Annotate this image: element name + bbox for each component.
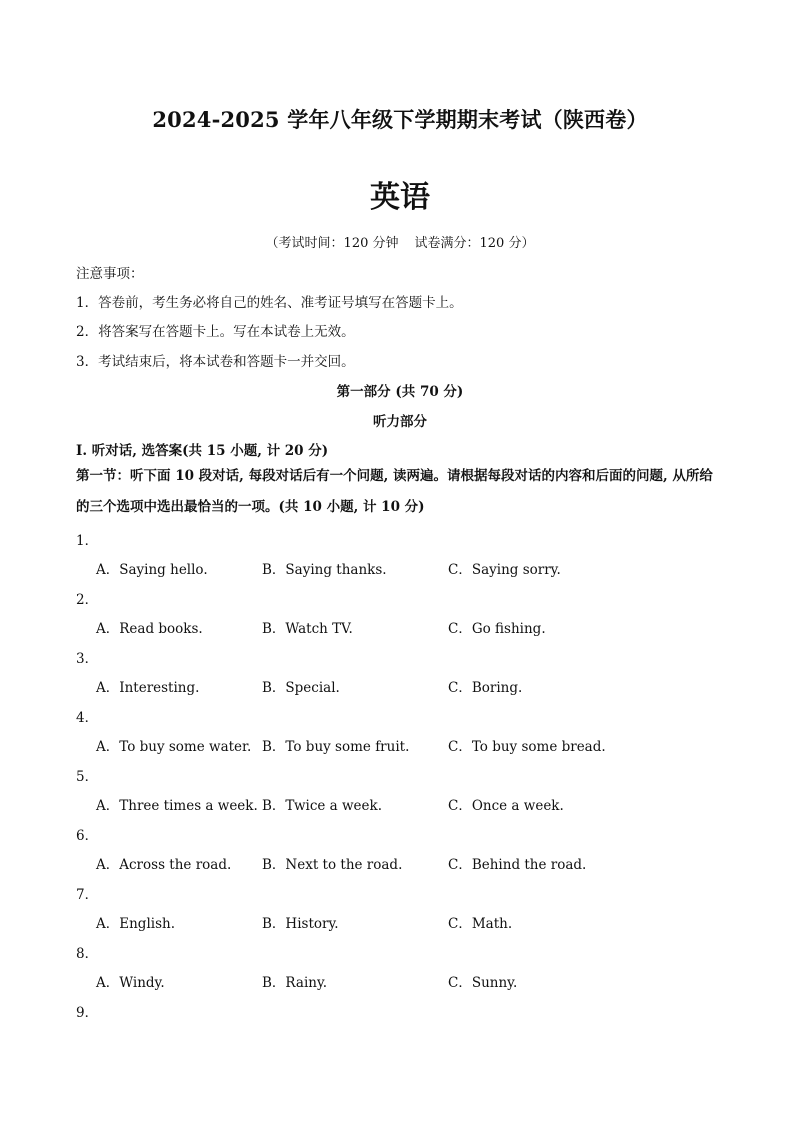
question-number: 9． [76, 1005, 99, 1021]
notes-heading: 注意事项： [76, 266, 144, 282]
option-b: B．History. [262, 916, 339, 932]
question-number: 7． [76, 887, 99, 903]
note-item: 1．答卷前，考生务必将自己的姓名、准考证号填写在答题卡上。 [76, 295, 463, 311]
option-c: C．Behind the road. [448, 857, 587, 873]
part-title: 第一部分 (共 70 分) [336, 384, 464, 400]
option-c: C．Boring. [448, 680, 523, 696]
option-c: C．Saying sorry. [448, 562, 561, 578]
option-c: C．Once a week. [448, 798, 564, 814]
option-a: A．Three times a week. [96, 798, 258, 814]
option-a: A．Across the road. [96, 857, 232, 873]
option-a: A．Saying hello. [96, 562, 208, 578]
question-number: 2． [76, 592, 99, 608]
option-a: A．To buy some water. [96, 739, 252, 755]
question-number: 6． [76, 828, 99, 844]
option-a: A．Read books. [96, 621, 203, 637]
option-c: C．Go fishing. [448, 621, 546, 637]
option-a: A．Interesting. [96, 680, 200, 696]
option-a: A．Windy. [96, 975, 165, 991]
option-b: B．Saying thanks. [262, 562, 387, 578]
subject-heading: 英语 [370, 180, 430, 215]
option-b: B．Rainy. [262, 975, 328, 991]
exam-title: 2024-2025 学年八年级下学期期末考试（陕西卷） [152, 107, 648, 132]
question-number: 3． [76, 651, 99, 667]
question-number: 1． [76, 533, 99, 549]
option-c: C．Sunny. [448, 975, 518, 991]
option-c: C．To buy some bread. [448, 739, 606, 755]
option-b: B．To buy some fruit. [262, 739, 410, 755]
question-number: 8． [76, 946, 99, 962]
question-number: 5． [76, 769, 99, 785]
exam-time: （考试时间：120 分钟 [265, 236, 399, 251]
exam-score: 试卷满分：120 分） [414, 236, 535, 251]
option-b: B．Special. [262, 680, 340, 696]
section-heading: I. 听对话, 选答案(共 15 小题, 计 20 分) [76, 443, 329, 459]
exam-info [0, 232, 800, 251]
part-subtitle: 听力部分 [373, 414, 427, 430]
option-b: B．Next to the road. [262, 857, 403, 873]
option-b: B．Watch TV. [262, 621, 353, 637]
note-item: 3．考试结束后，将本试卷和答题卡一并交回。 [76, 354, 355, 370]
note-item: 2．将答案写在答题卡上。写在本试卷上无效。 [76, 324, 355, 340]
option-b: B．Twice a week. [262, 798, 383, 814]
section-instruction: 第一节：听下面 10 段对话, 每段对话后有一个问题, 读两遍。请根据每段对话的内容和后面的问题, 从所给的三个选项中选出最恰当的一项。(共 10 小题, 计 10 分) [76, 468, 713, 515]
option-c: C．Math. [448, 916, 513, 932]
option-a: A．English. [96, 916, 175, 932]
question-number: 4． [76, 710, 99, 726]
